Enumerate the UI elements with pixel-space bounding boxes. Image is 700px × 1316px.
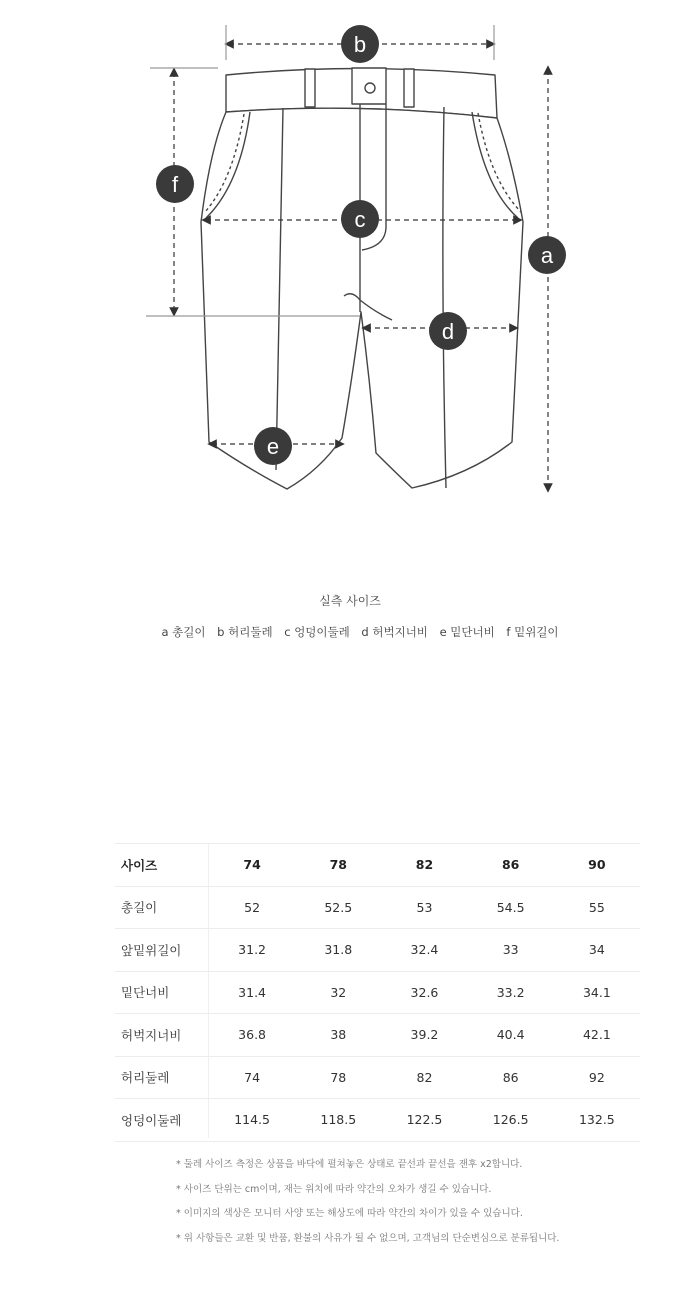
table-row [115,929,640,972]
table-cell: 114.5 [209,1099,295,1142]
caption-title: 실측 사이즈 [319,594,381,608]
table-row [115,1014,640,1057]
svg-text:a: a [540,243,554,268]
table-cell: 40.4 [468,1014,554,1057]
shorts-measurement-diagram [0,0,700,540]
table-cell: 78 [295,1056,381,1099]
note-line: * 위 사항들은 교환 및 반품, 환불의 사유가 될 수 없으며, 고객님의 단순변심으로 분류됩니다. [176,1232,560,1244]
caption-legend [0,624,700,640]
table-cell: 55 [554,886,640,929]
header-size-label: 사이즈 [115,844,209,887]
svg-text:b: b [353,32,367,57]
table-cell: 53 [381,886,467,929]
table-cell: 34 [554,929,640,972]
table-cell: 118.5 [295,1099,381,1142]
marker-d [429,312,467,350]
header-cell: 74 [209,844,295,887]
legend-item-d: d 허벅지너비 [361,625,428,639]
table-row [115,1099,640,1142]
header-cell: 86 [468,844,554,887]
table-cell: 86 [468,1056,554,1099]
table-cell: 132.5 [554,1099,640,1142]
marker-b [341,25,379,63]
table-cell: 52.5 [295,886,381,929]
legend-item-a: a 총길이 [161,625,206,639]
table-cell: 122.5 [381,1099,467,1142]
table-cell: 82 [381,1056,467,1099]
marker-c [341,200,379,238]
note-line: * 사이즈 단위는 cm이며, 재는 위치에 따라 약간의 오차가 생길 수 있습니다. [176,1183,492,1195]
table-cell: 32 [295,971,381,1014]
table-cell: 32.4 [381,929,467,972]
table-cell: 36.8 [209,1014,295,1057]
table-cell: 31.2 [209,929,295,972]
table-row [115,1056,640,1099]
header-cell: 82 [381,844,467,887]
table-cell: 32.6 [381,971,467,1014]
marker-a [528,236,566,274]
header-cell: 90 [554,844,640,887]
table-cell: 92 [554,1056,640,1099]
note-line: * 둘레 사이즈 측정은 상품을 바닥에 펼쳐놓은 상태로 끝선과 끝선을 잰후 x2합니다. [176,1159,523,1170]
svg-text:e: e [266,434,280,459]
table-cell: 31.4 [209,971,295,1014]
legend-item-f: f 밑위길이 [506,625,559,639]
table-cell: 34.1 [554,971,640,1014]
table-cell: 33 [468,929,554,972]
table-header-row [115,844,640,887]
header-cell: 78 [295,844,381,887]
table-row [115,971,640,1014]
row-label: 총길이 [115,886,209,929]
note-line: * 이미지의 색상은 모니터 사양 또는 해상도에 따라 약간의 차이가 있을 수 있습니다. [176,1208,523,1219]
marker-f [156,165,194,203]
svg-text:d: d [441,319,455,344]
row-label: 밑단너비 [115,971,209,1014]
row-label: 앞밑위길이 [115,929,209,972]
row-label: 엉덩이둘레 [115,1099,209,1142]
table-cell: 39.2 [381,1014,467,1057]
table-cell: 42.1 [554,1014,640,1057]
table-cell: 52 [209,886,295,929]
legend-item-c: c 엉덩이둘레 [284,625,350,639]
table-row [115,886,640,929]
row-label: 허리둘레 [115,1056,209,1099]
marker-e [254,427,292,465]
table-cell: 126.5 [468,1099,554,1142]
measurement-notes [176,1160,676,1258]
legend-item-e: e 밑단너비 [439,625,495,639]
size-table [115,843,640,1142]
shorts-outline [201,68,523,489]
legend-item-b: b 허리둘레 [217,625,273,639]
row-label: 허벅지너비 [115,1014,209,1057]
table-cell: 54.5 [468,886,554,929]
table-cell: 33.2 [468,971,554,1014]
table-cell: 74 [209,1056,295,1099]
table-cell: 31.8 [295,929,381,972]
svg-text:f: f [171,172,179,197]
table-cell: 38 [295,1014,381,1057]
svg-text:c: c [354,207,366,232]
